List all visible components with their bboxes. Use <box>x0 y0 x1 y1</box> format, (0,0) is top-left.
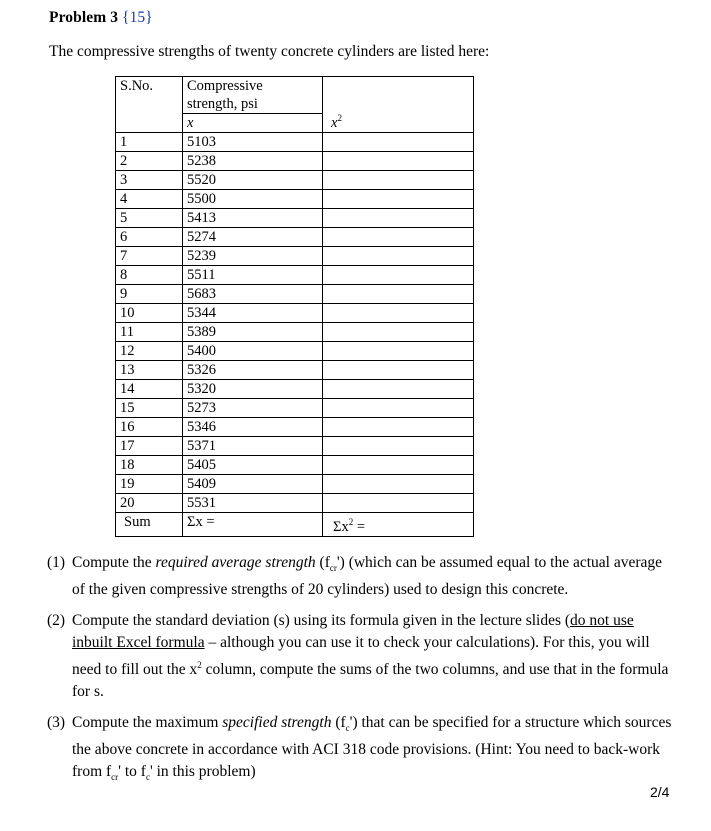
row-number: 14 <box>116 380 183 399</box>
table-row <box>116 152 474 171</box>
strength-table <box>115 76 474 537</box>
page-number: 2/4 <box>650 784 670 800</box>
row-strength: 5320 <box>183 380 323 399</box>
table-row <box>116 133 474 152</box>
row-strength: 5500 <box>183 190 323 209</box>
question-1: (1) Compute the required average strength $(f_{cr}')$ (which can be assumed equal to the actual average of the given compressive strengths of 20 cylinders) used to design this concrete. <box>47 554 663 599</box>
row-x2-blank <box>323 190 474 209</box>
table-row <box>116 247 474 266</box>
row-x2-blank <box>323 228 474 247</box>
row-strength: 5103 <box>183 133 323 152</box>
table-row <box>116 437 474 456</box>
row-x2-blank <box>323 152 474 171</box>
questions <box>47 552 677 797</box>
problem-label: Problem 3 <box>49 9 119 26</box>
row-number: 6 <box>116 228 183 247</box>
row-strength: 5531 <box>183 494 323 513</box>
row-x2-blank <box>323 437 474 456</box>
header-x2: $x^2$ <box>323 77 474 133</box>
table-row <box>116 399 474 418</box>
row-x2-blank <box>323 209 474 228</box>
row-number: 15 <box>116 399 183 418</box>
table-row <box>116 342 474 361</box>
row-number: 11 <box>116 323 183 342</box>
sum-label: Sum <box>116 513 183 537</box>
row-number: 20 <box>116 494 183 513</box>
row-strength: 5346 <box>183 418 323 437</box>
row-strength: 5683 <box>183 285 323 304</box>
row-number: 17 <box>116 437 183 456</box>
table-row <box>116 304 474 323</box>
row-strength: 5238 <box>183 152 323 171</box>
row-strength: 5409 <box>183 475 323 494</box>
row-number: 3 <box>116 171 183 190</box>
row-strength: 5273 <box>183 399 323 418</box>
table-row <box>116 361 474 380</box>
sum-x: Σx = <box>183 513 323 537</box>
row-x2-blank <box>323 266 474 285</box>
row-x2-blank <box>323 304 474 323</box>
row-strength: 5371 <box>183 437 323 456</box>
table-row <box>116 209 474 228</box>
row-strength: 5511 <box>183 266 323 285</box>
row-x2-blank <box>323 342 474 361</box>
row-x2-blank <box>323 475 474 494</box>
row-x2-blank <box>323 323 474 342</box>
row-number: 16 <box>116 418 183 437</box>
intro-text: The compressive strengths of twenty concrete cylinders are listed here: <box>49 43 490 60</box>
header-x-symbol: x <box>183 114 323 133</box>
row-strength: 5274 <box>183 228 323 247</box>
row-number: 19 <box>116 475 183 494</box>
table-row <box>116 171 474 190</box>
row-x2-blank <box>323 247 474 266</box>
table-row <box>116 323 474 342</box>
row-x2-blank <box>323 418 474 437</box>
table-row <box>116 190 474 209</box>
header-sno: S.No. <box>116 77 183 133</box>
row-number: 5 <box>116 209 183 228</box>
row-number: 13 <box>116 361 183 380</box>
table-row <box>116 228 474 247</box>
row-number: 12 <box>116 342 183 361</box>
question-3: (3) Compute the maximum specified strength $(f_c')$ that can be specified for a structure which sources the above concrete in accordance with ACI 318 code provisions. (Hint: You need to back-work from $f_{cr}'$ to $f_c'$ in this problem) <box>47 714 672 783</box>
row-number: 9 <box>116 285 183 304</box>
row-number: 4 <box>116 190 183 209</box>
row-strength: 5405 <box>183 456 323 475</box>
row-number: 1 <box>116 133 183 152</box>
row-strength: 5413 <box>183 209 323 228</box>
row-strength: 5400 <box>183 342 323 361</box>
table-row <box>116 266 474 285</box>
table-row <box>116 475 474 494</box>
row-number: 18 <box>116 456 183 475</box>
row-strength: 5326 <box>183 361 323 380</box>
table-row <box>116 285 474 304</box>
row-number: 2 <box>116 152 183 171</box>
row-strength: 5389 <box>183 323 323 342</box>
row-number: 8 <box>116 266 183 285</box>
row-strength: 5344 <box>183 304 323 323</box>
table-row <box>116 418 474 437</box>
row-x2-blank <box>323 399 474 418</box>
table-row <box>116 456 474 475</box>
row-strength: 5520 <box>183 171 323 190</box>
row-x2-blank <box>323 494 474 513</box>
question-2: (2) Compute the standard deviation (s) using its formula given in the lecture slides (do not use inbuilt Excel formula – although you can use it to check your calculations). For this, you will need to fill out the $x^2$ column, compute the sums of the two columns, and use that in the formula for s. <box>47 612 669 701</box>
table-row <box>116 494 474 513</box>
row-x2-blank <box>323 285 474 304</box>
row-x2-blank <box>323 171 474 190</box>
header-strength: Compressive strength, psi <box>183 77 323 114</box>
row-x2-blank <box>323 380 474 399</box>
row-number: 7 <box>116 247 183 266</box>
row-x2-blank <box>323 361 474 380</box>
sum-x2: $\Sigma x^2$ = <box>323 513 474 537</box>
table-row <box>116 380 474 399</box>
row-number: 10 <box>116 304 183 323</box>
sum-row <box>116 513 474 537</box>
row-x2-blank <box>323 133 474 152</box>
row-x2-blank <box>323 456 474 475</box>
row-strength: 5239 <box>183 247 323 266</box>
problem-title <box>49 9 153 27</box>
problem-points: {15} <box>122 9 153 26</box>
